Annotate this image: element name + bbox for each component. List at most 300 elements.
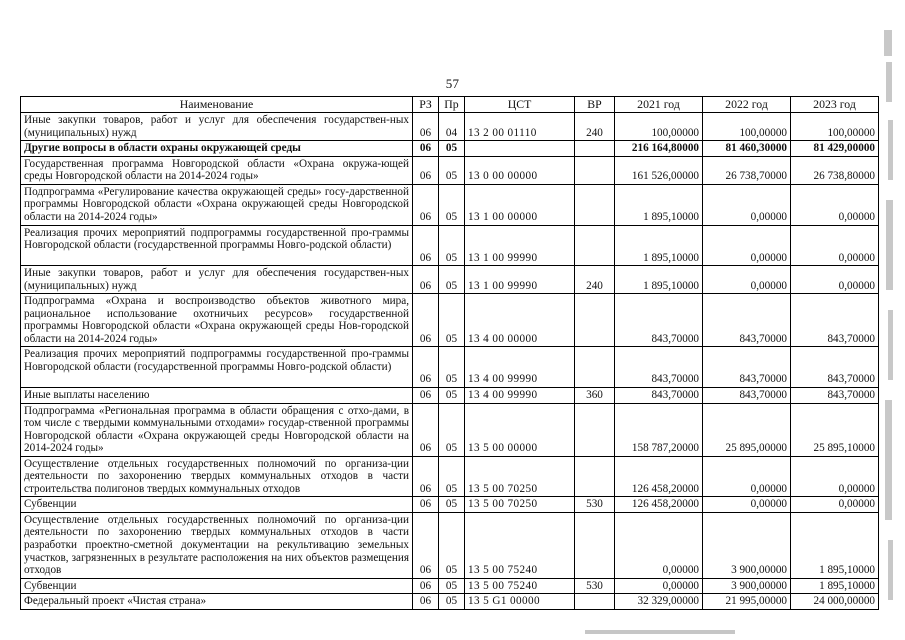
- row-cst-value: 13 5 G1 00000: [468, 595, 541, 608]
- row-amount-2023-value: 1 895,10000: [819, 563, 875, 576]
- row-rz: [413, 184, 439, 225]
- row-rz: [413, 113, 439, 141]
- row-rz-value: 06: [419, 170, 432, 183]
- row-cst: [465, 141, 575, 157]
- row-amount-2023-value: 81 429,00000: [813, 142, 875, 155]
- row-vr: [575, 497, 615, 513]
- alignment-spacer: [794, 186, 875, 211]
- alignment-spacer: [794, 114, 875, 127]
- row-cst-value: 13 5 00 75240: [468, 579, 538, 592]
- table-body: [21, 113, 879, 610]
- row-pr: [439, 512, 465, 578]
- column-header-name: Наименование: [21, 97, 413, 113]
- row-rz-value: 06: [419, 498, 432, 511]
- row-amount-2023-value: 843,70000: [827, 388, 875, 401]
- row-cst: [465, 387, 575, 403]
- alignment-spacer: [416, 267, 435, 280]
- row-amount-2023: [791, 456, 879, 497]
- row-amount-2022: [703, 113, 791, 141]
- alignment-spacer: [416, 114, 435, 127]
- row-pr-value: 05: [445, 142, 458, 155]
- alignment-spacer: [618, 405, 699, 443]
- table-row: [21, 578, 879, 594]
- row-pr: [439, 184, 465, 225]
- alignment-spacer: [706, 114, 787, 127]
- alignment-spacer: [416, 348, 435, 373]
- row-amount-2023: [791, 156, 879, 184]
- row-name: Субвенции: [21, 578, 413, 594]
- row-amount-2022: [703, 184, 791, 225]
- row-cst-value: 13 4 00 00000: [468, 332, 538, 345]
- row-rz-value: 06: [419, 563, 432, 576]
- budget-table: [20, 96, 879, 610]
- row-name: Субвенции: [21, 497, 413, 513]
- alignment-spacer: [706, 186, 787, 211]
- row-amount-2021-value: 216 164,80000: [631, 142, 699, 155]
- row-amount-2022: [703, 387, 791, 403]
- row-amount-2021: [615, 387, 703, 403]
- column-header-year-2023: 2023 год: [791, 97, 879, 113]
- row-pr: [439, 578, 465, 594]
- row-amount-2022-value: 100,00000: [739, 126, 787, 139]
- alignment-spacer: [618, 295, 699, 333]
- row-amount-2022: [703, 512, 791, 578]
- row-amount-2021: [615, 512, 703, 578]
- row-amount-2021: [615, 497, 703, 513]
- row-amount-2022-value: 3 900,00000: [731, 579, 787, 592]
- row-amount-2021: [615, 266, 703, 294]
- row-amount-2023-value: 0,00000: [838, 210, 875, 223]
- alignment-spacer: [468, 186, 571, 211]
- alignment-spacer: [416, 295, 435, 333]
- row-pr-value: 05: [445, 210, 458, 223]
- alignment-spacer: [468, 158, 571, 171]
- row-cst: [465, 156, 575, 184]
- row-rz: [413, 403, 439, 456]
- row-vr: [575, 225, 615, 266]
- table-row: [21, 594, 879, 610]
- row-amount-2022-value: 0,00000: [750, 210, 787, 223]
- alignment-spacer: [468, 227, 571, 252]
- scan-artifact: [886, 200, 893, 290]
- row-amount-2023: [791, 266, 879, 294]
- row-rz-value: 06: [419, 279, 432, 292]
- alignment-spacer: [578, 227, 611, 252]
- alignment-spacer: [578, 186, 611, 211]
- alignment-spacer: [468, 114, 571, 127]
- row-name: Осуществление отдельных государственных полномочий по организа-ции деятельности по захоронению твердых коммунальных отходов в части строительства полигонов твердых коммунальных отходов: [21, 456, 413, 497]
- row-amount-2022: [703, 266, 791, 294]
- row-rz: [413, 294, 439, 347]
- row-amount-2023: [791, 184, 879, 225]
- row-cst: [465, 512, 575, 578]
- table-row: [21, 347, 879, 388]
- row-amount-2021: [615, 225, 703, 266]
- row-amount-2022-value: 26 738,70000: [725, 170, 787, 183]
- row-amount-2023: [791, 403, 879, 456]
- alignment-spacer: [794, 348, 875, 373]
- row-amount-2021-value: 1 895,10000: [643, 251, 699, 264]
- alignment-spacer: [468, 405, 571, 443]
- row-amount-2023: [791, 594, 879, 610]
- row-rz-value: 06: [419, 126, 432, 139]
- row-amount-2021-value: 126 458,20000: [631, 498, 699, 511]
- column-header-rz: РЗ: [413, 97, 439, 113]
- table-row: [21, 512, 879, 578]
- table-row: [21, 294, 879, 347]
- row-amount-2022-value: 843,70000: [739, 332, 787, 345]
- scan-artifact-bottom: [585, 630, 735, 634]
- row-amount-2022: [703, 347, 791, 388]
- row-amount-2023-value: 25 895,10000: [813, 442, 875, 454]
- page-number: 57: [445, 76, 460, 91]
- row-rz: [413, 594, 439, 610]
- alignment-spacer: [578, 405, 611, 443]
- row-amount-2021: [615, 141, 703, 157]
- row-amount-2022-value: 0,00000: [750, 279, 787, 292]
- row-vr: [575, 113, 615, 141]
- row-name: Иные закупки товаров, работ и услуг для обеспечения государствен-ных (муниципальных) нужд: [21, 113, 413, 141]
- row-pr-value: 05: [445, 373, 458, 386]
- row-amount-2021-value: 126 458,20000: [631, 482, 699, 495]
- table-row: [21, 497, 879, 513]
- row-amount-2023: [791, 294, 879, 347]
- row-amount-2022-value: 3 900,00000: [731, 563, 787, 576]
- row-amount-2021-value: 843,70000: [651, 388, 699, 401]
- row-name: Другие вопросы в области охраны окружающей среды: [21, 141, 413, 157]
- table-row: [21, 141, 879, 157]
- column-header-pr: Пр: [439, 97, 465, 113]
- column-header-year-2022: 2022 год: [703, 97, 791, 113]
- table-row: [21, 456, 879, 497]
- alignment-spacer: [578, 348, 611, 373]
- row-vr: [575, 456, 615, 497]
- alignment-spacer: [468, 295, 571, 333]
- row-rz: [413, 347, 439, 388]
- row-amount-2021: [615, 594, 703, 610]
- row-vr: [575, 294, 615, 347]
- row-pr: [439, 456, 465, 497]
- row-pr-value: 05: [445, 579, 458, 592]
- row-vr: [575, 347, 615, 388]
- row-amount-2022-value: 843,70000: [739, 373, 787, 386]
- alignment-spacer: [618, 458, 699, 483]
- row-amount-2021-value: 0,00000: [662, 563, 699, 576]
- alignment-spacer: [794, 267, 875, 280]
- row-rz: [413, 578, 439, 594]
- row-vr-value: 530: [586, 579, 603, 592]
- alignment-spacer: [578, 514, 611, 564]
- row-rz-value: 06: [419, 579, 432, 592]
- table-row: [21, 156, 879, 184]
- alignment-spacer: [468, 267, 571, 280]
- row-amount-2022: [703, 578, 791, 594]
- row-rz-value: 06: [419, 142, 432, 155]
- row-rz: [413, 266, 439, 294]
- row-amount-2022: [703, 403, 791, 456]
- scan-artifact: [886, 62, 892, 102]
- row-rz: [413, 387, 439, 403]
- alignment-spacer: [706, 348, 787, 373]
- alignment-spacer: [618, 267, 699, 280]
- row-amount-2023-value: 26 738,80000: [813, 170, 875, 183]
- row-cst: [465, 184, 575, 225]
- alignment-spacer: [618, 227, 699, 252]
- row-pr: [439, 225, 465, 266]
- row-amount-2021: [615, 113, 703, 141]
- alignment-spacer: [794, 458, 875, 483]
- row-name: Реализация прочих мероприятий подпрограммы государственной про-граммы Новгородской области (государственной программы Новго-родской области): [21, 347, 413, 388]
- alignment-spacer: [468, 458, 571, 483]
- row-pr: [439, 294, 465, 347]
- scan-artifact: [888, 540, 893, 600]
- row-cst: [465, 347, 575, 388]
- row-amount-2022: [703, 225, 791, 266]
- table-row: [21, 184, 879, 225]
- row-cst-value: 13 1 00 00000: [468, 210, 538, 223]
- row-rz-value: 06: [419, 388, 432, 401]
- row-amount-2022-value: 21 995,00000: [725, 595, 787, 608]
- alignment-spacer: [578, 158, 611, 171]
- alignment-spacer: [442, 267, 461, 280]
- row-amount-2023: [791, 347, 879, 388]
- row-cst: [465, 225, 575, 266]
- row-pr-value: 04: [445, 126, 458, 139]
- alignment-spacer: [706, 158, 787, 171]
- row-amount-2023-value: 24 000,00000: [813, 595, 875, 608]
- row-amount-2022: [703, 294, 791, 347]
- row-vr: [575, 403, 615, 456]
- alignment-spacer: [416, 458, 435, 483]
- alignment-spacer: [618, 114, 699, 127]
- row-cst: [465, 266, 575, 294]
- row-rz-value: 06: [419, 251, 432, 264]
- row-cst-value: 13 2 00 01110: [468, 126, 537, 139]
- row-cst-value: 13 4 00 99990: [468, 373, 538, 386]
- alignment-spacer: [442, 186, 461, 211]
- alignment-spacer: [416, 405, 435, 443]
- alignment-spacer: [442, 348, 461, 373]
- row-amount-2022: [703, 156, 791, 184]
- row-cst: [465, 594, 575, 610]
- table-row: [21, 113, 879, 141]
- row-vr: [575, 594, 615, 610]
- row-rz: [413, 512, 439, 578]
- row-rz-value: 06: [419, 332, 432, 345]
- row-amount-2023: [791, 225, 879, 266]
- row-pr: [439, 266, 465, 294]
- row-vr: [575, 156, 615, 184]
- row-amount-2022-value: 0,00000: [750, 498, 787, 511]
- alignment-spacer: [706, 514, 787, 564]
- row-pr: [439, 497, 465, 513]
- row-amount-2021: [615, 184, 703, 225]
- alignment-spacer: [578, 458, 611, 483]
- row-pr-value: 05: [445, 442, 458, 454]
- alignment-spacer: [794, 405, 875, 443]
- row-name: Подпрограмма «Региональная программа в области обращения с отхо-дами, в том числе с твердыми коммунальными отходами» государ-ственной программы Новгородской области «Охрана окружающей среды Новгородской области на 2014-2024 годы»: [21, 403, 413, 456]
- row-vr: [575, 387, 615, 403]
- row-cst-value: 13 5 00 00000: [468, 442, 538, 454]
- row-name: Иные выплаты населению: [21, 387, 413, 403]
- row-pr-value: 05: [445, 563, 458, 576]
- alignment-spacer: [416, 514, 435, 564]
- row-amount-2023-value: 1 895,10000: [819, 579, 875, 592]
- alignment-spacer: [578, 114, 611, 127]
- alignment-spacer: [706, 227, 787, 252]
- alignment-spacer: [578, 295, 611, 333]
- row-amount-2023-value: 843,70000: [827, 332, 875, 345]
- row-amount-2023-value: 0,00000: [838, 482, 875, 495]
- row-amount-2023: [791, 497, 879, 513]
- alignment-spacer: [706, 458, 787, 483]
- row-name: Подпрограмма «Регулирование качества окружающей среды» госу-дарственной программы Новгородской области «Охрана окружающей среды Новгородской области на 2014-2024 годы»: [21, 184, 413, 225]
- row-vr: [575, 578, 615, 594]
- row-vr: [575, 184, 615, 225]
- alignment-spacer: [442, 114, 461, 127]
- row-pr: [439, 387, 465, 403]
- row-vr-value: 240: [586, 126, 603, 139]
- row-amount-2021-value: 100,00000: [651, 126, 699, 139]
- row-amount-2021: [615, 294, 703, 347]
- row-amount-2023-value: 100,00000: [827, 126, 875, 139]
- row-amount-2022-value: 25 895,00000: [725, 442, 787, 454]
- row-cst: [465, 456, 575, 497]
- row-pr-value: 05: [445, 388, 458, 401]
- alignment-spacer: [442, 405, 461, 443]
- row-name: Иные закупки товаров, работ и услуг для обеспечения государствен-ных (муниципальных) нужд: [21, 266, 413, 294]
- row-amount-2023-value: 0,00000: [838, 498, 875, 511]
- row-amount-2021-value: 32 329,00000: [637, 595, 699, 608]
- row-amount-2022-value: 0,00000: [750, 251, 787, 264]
- row-amount-2022-value: 0,00000: [750, 482, 787, 495]
- row-name: Осуществление отдельных государственных полномочий по организа-ции деятельности по захоронению твердых коммунальных отходов в части разработки проектно-сметной документации на рекультивацию земельных участков, загрязненных в результате расположения на них объектов размещения отходов: [21, 512, 413, 578]
- row-cst-value: 13 4 00 99990: [468, 388, 538, 401]
- alignment-spacer: [468, 348, 571, 373]
- row-pr-value: 05: [445, 279, 458, 292]
- row-rz: [413, 156, 439, 184]
- row-name: Подпрограмма «Охрана и воспроизводство объектов животного мира, рациональное использование охотничьих ресурсов» государственной программы Новгородской области «Охрана окружающей среды Нов-городской области на 2014-2024 годы»: [21, 294, 413, 347]
- column-header-cst: ЦСТ: [465, 97, 575, 113]
- alignment-spacer: [794, 158, 875, 171]
- alignment-spacer: [442, 458, 461, 483]
- row-amount-2021-value: 0,00000: [662, 579, 699, 592]
- row-rz: [413, 456, 439, 497]
- row-amount-2022: [703, 594, 791, 610]
- row-vr: [575, 141, 615, 157]
- row-cst: [465, 578, 575, 594]
- row-amount-2023: [791, 141, 879, 157]
- row-amount-2022: [703, 497, 791, 513]
- row-rz: [413, 141, 439, 157]
- row-cst: [465, 497, 575, 513]
- column-header-year-2021: 2021 год: [615, 97, 703, 113]
- row-pr: [439, 113, 465, 141]
- scan-artifact: [884, 30, 892, 56]
- alignment-spacer: [416, 227, 435, 252]
- scan-artifact: [885, 400, 892, 520]
- alignment-spacer: [618, 348, 699, 373]
- alignment-spacer: [468, 514, 571, 564]
- row-pr-value: 05: [445, 498, 458, 511]
- alignment-spacer: [706, 295, 787, 333]
- alignment-spacer: [618, 514, 699, 564]
- row-pr: [439, 594, 465, 610]
- row-amount-2021-value: 1 895,10000: [643, 210, 699, 223]
- row-name: Государственная программа Новгородской области «Охрана окружа-ющей среды Новгородской области на 2014-2024 годы»: [21, 156, 413, 184]
- row-amount-2023: [791, 512, 879, 578]
- row-pr-value: 05: [445, 332, 458, 345]
- row-amount-2021: [615, 578, 703, 594]
- row-amount-2021-value: 161 526,00000: [631, 170, 699, 183]
- row-amount-2021-value: 843,70000: [651, 373, 699, 386]
- column-header-vr: ВР: [575, 97, 615, 113]
- alignment-spacer: [442, 158, 461, 171]
- row-rz-value: 06: [419, 482, 432, 495]
- table-row: [21, 225, 879, 266]
- row-rz-value: 06: [419, 373, 432, 386]
- row-amount-2023: [791, 578, 879, 594]
- row-amount-2022-value: 843,70000: [739, 388, 787, 401]
- scan-artifact: [888, 120, 893, 180]
- row-amount-2023: [791, 113, 879, 141]
- row-amount-2022-value: 81 460,30000: [725, 142, 787, 155]
- table-row: [21, 387, 879, 403]
- row-amount-2021: [615, 456, 703, 497]
- row-vr-value: 360: [586, 388, 603, 401]
- budget-table-container: [20, 96, 878, 610]
- row-amount-2021: [615, 403, 703, 456]
- alignment-spacer: [416, 158, 435, 171]
- row-cst-value: 13 5 00 70250: [468, 482, 538, 495]
- alignment-spacer: [618, 186, 699, 211]
- table-header-row: [21, 97, 879, 113]
- alignment-spacer: [794, 295, 875, 333]
- row-rz-value: 06: [419, 595, 432, 608]
- row-amount-2023: [791, 387, 879, 403]
- row-pr: [439, 403, 465, 456]
- row-amount-2023-value: 843,70000: [827, 373, 875, 386]
- row-vr-value: 530: [586, 498, 603, 511]
- row-cst-value: 13 0 00 00000: [468, 170, 538, 183]
- row-rz: [413, 497, 439, 513]
- row-amount-2021: [615, 156, 703, 184]
- row-pr: [439, 141, 465, 157]
- row-cst: [465, 403, 575, 456]
- row-amount-2022: [703, 141, 791, 157]
- row-pr-value: 05: [445, 251, 458, 264]
- row-cst: [465, 113, 575, 141]
- row-name: Федеральный проект «Чистая страна»: [21, 594, 413, 610]
- row-cst-value: 13 5 00 70250: [468, 498, 538, 511]
- alignment-spacer: [794, 514, 875, 564]
- alignment-spacer: [442, 227, 461, 252]
- table-header: [21, 97, 879, 113]
- row-amount-2023-value: 0,00000: [838, 251, 875, 264]
- row-vr: [575, 512, 615, 578]
- row-amount-2021: [615, 347, 703, 388]
- row-pr: [439, 156, 465, 184]
- alignment-spacer: [794, 227, 875, 252]
- alignment-spacer: [706, 267, 787, 280]
- alignment-spacer: [618, 158, 699, 171]
- row-rz-value: 06: [419, 442, 432, 454]
- row-pr: [439, 347, 465, 388]
- row-pr-value: 05: [445, 482, 458, 495]
- row-cst-value: 13 5 00 75240: [468, 563, 538, 576]
- row-cst-value: 13 1 00 99990: [468, 251, 538, 264]
- row-vr: [575, 266, 615, 294]
